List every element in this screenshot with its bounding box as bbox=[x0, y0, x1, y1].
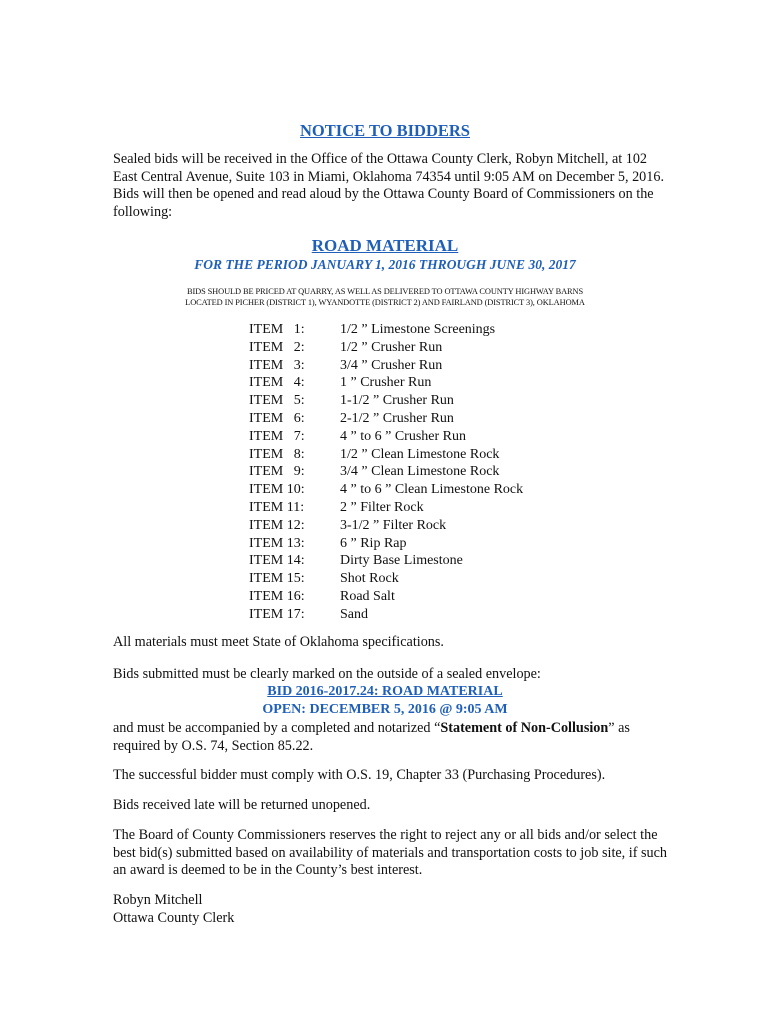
item-label: ITEM 8: bbox=[249, 446, 305, 462]
items-list bbox=[249, 321, 523, 624]
intro-paragraph: Sealed bids will be received in the Office of the Ottawa County Clerk, Robyn Mitchell, at 102 East Central Avenue, Suite 103 in Miami, Oklahoma 74354 until 9:05 AM on December 5, 2016. Bids will then be opened and read aloud by the Ottawa County Board of Commissioners on the following: bbox=[113, 151, 664, 220]
item-description: 3/4 ” Clean Limestone Rock bbox=[340, 464, 500, 480]
pricing-note-line-2: LOCATED IN PICHER (DISTRICT 1), WYANDOTTE (DISTRICT 2) AND FAIRLAND (DISTRICT 3), OKLAHOMA bbox=[185, 297, 585, 307]
item-description: 1/2 ” Limestone Screenings bbox=[340, 322, 496, 337]
item-row bbox=[249, 374, 523, 392]
item-description: 6 ” Rip Rap bbox=[340, 535, 407, 551]
envelope-statement: Bids submitted must be clearly marked on the outside of a sealed envelope: bbox=[113, 666, 541, 682]
item-description: 1/2 ” Crusher Run bbox=[340, 339, 443, 355]
item-row bbox=[249, 606, 523, 624]
item-row bbox=[249, 321, 523, 339]
pricing-note bbox=[0, 287, 770, 309]
item-description: 4 ” to 6 ” Crusher Run bbox=[340, 428, 466, 444]
notice-title: NOTICE TO BIDDERS bbox=[300, 121, 470, 140]
item-label: ITEM 11: bbox=[249, 499, 305, 515]
item-description: 3-1/2 ” Filter Rock bbox=[340, 517, 447, 533]
item-description: 1 ” Crusher Run bbox=[340, 375, 432, 391]
collusion-bold: Statement of Non-Collusion bbox=[440, 720, 609, 736]
item-label: ITEM 2: bbox=[249, 339, 305, 355]
collusion-pre: and must be accompanied by a completed and notarized “ bbox=[113, 720, 441, 736]
item-row bbox=[249, 535, 523, 553]
open-label: OPEN: DECEMBER 5, 2016 @ 9:05 AM bbox=[262, 702, 508, 717]
item-description: 1-1/2 ” Crusher Run bbox=[340, 393, 454, 409]
late-statement: Bids received late will be returned unopened. bbox=[113, 797, 371, 813]
item-row bbox=[249, 339, 523, 357]
purchasing-statement: The successful bidder must comply with O.S. 19, Chapter 33 (Purchasing Procedures). bbox=[113, 767, 606, 783]
item-label: ITEM 4: bbox=[249, 375, 305, 391]
item-row bbox=[249, 517, 523, 535]
item-description: 3/4 ” Crusher Run bbox=[340, 357, 443, 373]
item-label: ITEM 16: bbox=[249, 588, 305, 604]
item-description: Road Salt bbox=[340, 588, 395, 604]
item-description: 1/2 ” Clean Limestone Rock bbox=[340, 446, 500, 462]
item-row bbox=[249, 499, 523, 517]
item-label: ITEM 14: bbox=[249, 553, 305, 569]
pricing-note-line-1: BIDS SHOULD BE PRICED AT QUARRY, AS WELL AS DELIVERED TO OTTAWA COUNTY HIGHWAY BARNS bbox=[186, 287, 584, 296]
item-label: ITEM 12: bbox=[249, 517, 305, 533]
item-row bbox=[249, 570, 523, 588]
item-description: Dirty Base Limestone bbox=[340, 553, 463, 569]
item-row bbox=[249, 392, 523, 410]
period-subheading: FOR THE PERIOD JANUARY 1, 2016 THROUGH JUNE 30, 2017 bbox=[194, 257, 576, 272]
collusion-statement bbox=[113, 720, 673, 755]
item-row bbox=[249, 446, 523, 464]
item-row bbox=[249, 357, 523, 375]
item-row bbox=[249, 428, 523, 446]
item-description: Sand bbox=[340, 606, 368, 622]
item-description: 2-1/2 ” Crusher Run bbox=[340, 410, 454, 426]
item-label: ITEM 5: bbox=[249, 393, 305, 409]
road-material-heading: ROAD MATERIAL bbox=[311, 236, 459, 255]
specs-statement: All materials must meet State of Oklahoma specifications. bbox=[113, 634, 444, 650]
item-row bbox=[249, 588, 523, 606]
collusion-post: ” as required by O.S. 74, Section 85.22. bbox=[113, 720, 630, 754]
bid-label: BID 2016-2017.24: ROAD MATERIAL bbox=[267, 684, 503, 699]
item-row bbox=[249, 410, 523, 428]
item-label: ITEM 17: bbox=[249, 606, 305, 622]
item-row bbox=[249, 463, 523, 481]
signature-block bbox=[113, 892, 673, 927]
signature-title: Ottawa County Clerk bbox=[113, 909, 235, 926]
item-label: ITEM 15: bbox=[249, 571, 305, 587]
item-label: ITEM 1: bbox=[249, 322, 305, 337]
item-description: 2 ” Filter Rock bbox=[340, 499, 424, 515]
item-description: 4 ” to 6 ” Clean Limestone Rock bbox=[340, 482, 524, 498]
item-label: ITEM 7: bbox=[249, 428, 305, 444]
item-row bbox=[249, 481, 523, 499]
item-label: ITEM 10: bbox=[249, 482, 305, 498]
item-label: ITEM 6: bbox=[249, 410, 305, 426]
item-label: ITEM 9: bbox=[249, 464, 305, 480]
reserve-statement: The Board of County Commissioners reserves the right to reject any or all bids and/or select the best bid(s) submitted based on availability of materials and transportation costs to job site, if such an award is deemed to be in the County’s best interest. bbox=[113, 827, 667, 879]
item-description: Shot Rock bbox=[340, 571, 399, 587]
item-label: ITEM 13: bbox=[249, 535, 305, 551]
item-label: ITEM 3: bbox=[249, 357, 305, 373]
signature-name: Robyn Mitchell bbox=[113, 892, 203, 908]
item-row bbox=[249, 552, 523, 570]
